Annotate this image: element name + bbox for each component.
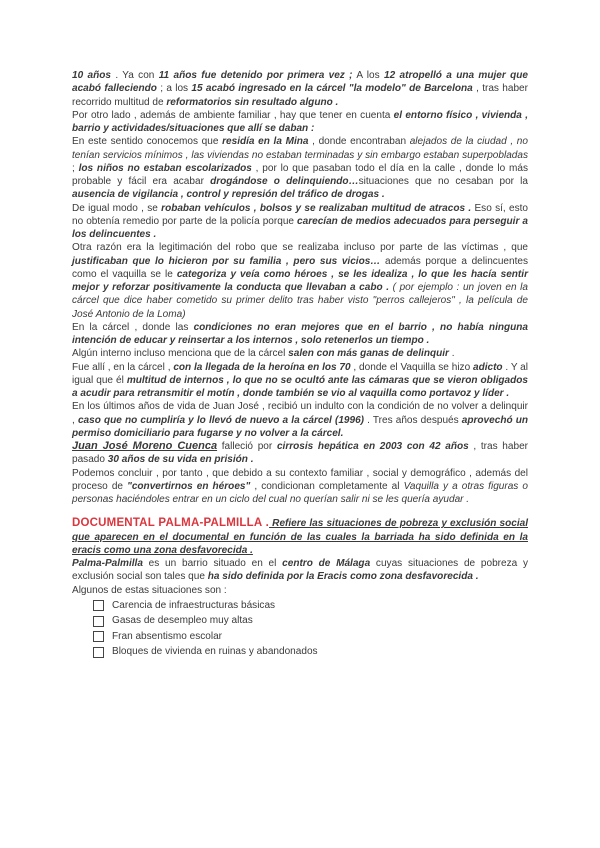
- paragraph-environment: Por otro lado , además de ambiente familiar , hay que tener en cuenta el entorno físico , vivienda , barrio y actividades/situaciones que allí se daban :: [72, 109, 528, 134]
- list-item: Fran absentismo escolar: [93, 629, 528, 645]
- paragraph-last-years: En los últimos años de vida de Juan José , recibió un indulto con la condición de no volver a delinquir , caso que no cumpliría y lo llevó de nuevo a la cárcel (1996) . Tres años después aprovechó un permiso domiciliario para fugarse y no volver a la cárcel.: [72, 401, 528, 439]
- list-intro: Algunos de estas situaciones son :: [72, 584, 227, 596]
- list-item: Gasas de desempleo muy altas: [93, 613, 528, 629]
- list-item: Carencia de infraestructuras básicas: [93, 598, 528, 614]
- section-title: DOCUMENTAL PALMA-PALMILLA .: [72, 517, 270, 530]
- section-heading: [72, 517, 528, 557]
- paragraph-la-mina: En este sentido conocemos que residía en la Mina , donde encontraban alejados de la ciudad , no tenían servicios mínimos , las viviendas no estaban terminadas y sin embargo estaban superpobladas ; los niños no estaban escolarizados , por lo que pasaban todo el día en la calle , donde lo más probable y fácil era acabar drogándose o delinquiendo…situaciones que no cesaban por la ausencia de vigilancia , control y represión del tráfico de drogas .: [72, 136, 528, 201]
- section-prompt: Refiere las situaciones de pobreza y exclusión social que aparecen en el documental en función de las cuales la barriada ha sido definida en la eracis como una zona desfavorecida .: [72, 518, 528, 556]
- checkbox[interactable]: [93, 600, 104, 611]
- paragraph-inmate: Algún interno incluso menciona que de la cárcel salen con más ganas de delinquir .: [72, 348, 455, 360]
- paragraph-death: Juan José Moreno Cuenca falleció por cirrosis hepática en 2003 con 42 años , tras haber pasado 30 años de su vida en prisión .: [72, 440, 529, 466]
- checkbox[interactable]: [93, 647, 104, 658]
- paragraph-early-crimes: 10 años . Ya con 11 años fue detenido por primera vez ; A los 12 atropelló a una mujer que acabó falleciendo ; a los 15 acabó ingresado en la cárcel "la modelo" de Barcelona , tras haber recorrido multitud de reformatorios sin resultado alguno .: [72, 70, 528, 108]
- paragraph-conclusion: Podemos concluir , por tanto , que debido a su contexto familiar , social y demográfico , además del proceso de "convertirnos en héroes" , condicionan completamente al Vaquilla y a otras figuras o personas haciéndoles entrar en un ciclo del cual no querían salir ni se les quería ayudar .: [72, 467, 528, 505]
- list-item: Bloques de vivienda en ruinas y abandonados: [93, 644, 528, 660]
- paragraph-heroin: Fue allí , en la cárcel , con la llegada de la heroína en los 70 , donde el Vaquilla se hizo adicto . Y al igual que él multitud de internos , lo que no se ocultó ante las cámaras que se vieron obligados a acudir para retransmitir el motín , donde también se vio al vaquilla como portavoz y líder .: [72, 361, 529, 399]
- paragraph-prison: En la cárcel , donde las condiciones no eran mejores que en el barrio , no había ninguna intención de educar y reinsertar a los internos , solo retenerlos un tiempo .: [72, 321, 528, 346]
- paragraph-palma-palmilla: Palma-Palmilla es un barrio situado en el centro de Málaga cuyas situaciones de pobreza y exclusión social son tales que ha sido definida por la Eracis como zona desfavorecida .: [72, 558, 529, 583]
- situations-checklist: [72, 598, 528, 660]
- person-name: Juan José Moreno Cuenca: [72, 440, 218, 452]
- document-body: [72, 69, 528, 660]
- paragraph-legitimation: Otra razón era la legitimación del robo que se realizaba incluso por parte de las víctimas , que justificaban que lo hicieron por su familia , pero sus vicios… además porque a delincuentes como el vaquilla se le categoriza y veía como héroes , se les idealiza , lo que les hacía sentir mejor y reforzar positivamente la conducta que llevaban a cabo . ( por ejemplo : un joven en la cárcel que dice haber cometido su primer delito tras haber visto "perros callejeros" , la película de José Antonio de la Loma): [72, 242, 528, 320]
- checkbox[interactable]: [93, 631, 104, 642]
- paragraph-robberies: De igual modo , se robaban vehículos , bolsos y se realizaban multitud de atracos . Eso sí, esto no obtenía remedio por parte de la policía porque carecían de medios adecuados para perseguir a los delincuentes .: [72, 202, 529, 240]
- checkbox[interactable]: [93, 616, 104, 627]
